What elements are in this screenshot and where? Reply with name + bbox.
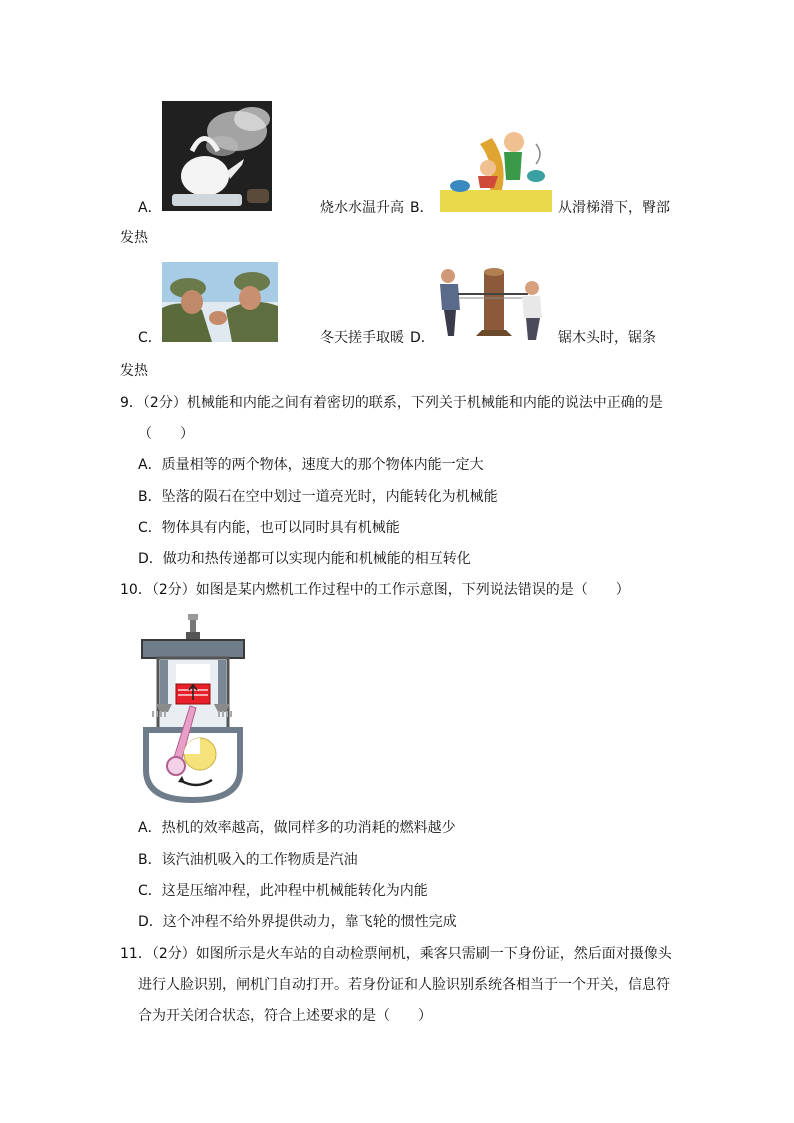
q8-option-b-text: 从滑梯滑下，臀部: [558, 200, 670, 216]
q9-option-d: D．做功和热传递都可以实现内能和机械能的相互转化: [138, 551, 471, 567]
slide-image: [440, 124, 552, 212]
q10-option-b: B．该汽油机吸入的工作物质是汽油: [138, 852, 358, 868]
soldiers-image: [162, 262, 278, 342]
q11-stem-line2: 进行人脸识别，闸机门自动打开。若身份证和人脸识别系统各相当于一个开关，信息符: [138, 977, 670, 993]
q8-option-c-letter: C．: [138, 330, 162, 346]
slide-illustration: [440, 124, 552, 212]
q10-option-d: D．这个冲程不给外界提供动力，靠飞轮的惯性完成: [138, 914, 457, 930]
engine-cylinder-illustration: [134, 614, 252, 806]
q8-option-a-text: 烧水水温升高: [320, 200, 404, 216]
q8-option-d-continued: 发热: [120, 363, 148, 379]
q11-stem-line1: 11．（2分）如图所示是火车站的自动检票闸机，乘客只需刷一下身份证，然后面对摄像头: [120, 946, 672, 962]
q8-option-b-letter: B．: [410, 200, 434, 216]
kettle-illustration: [162, 101, 272, 211]
sawing-image: [436, 264, 550, 342]
kettle-image: [162, 101, 272, 211]
q9-option-b: B．坠落的陨石在空中划过一道亮光时，内能转化为机械能: [138, 489, 498, 505]
q9-stem-line2: （ ）: [138, 426, 194, 442]
q9-option-c: C．物体具有内能，也可以同时具有机械能: [138, 520, 400, 536]
q8-option-d-text: 锯木头时，锯条: [558, 330, 656, 346]
q9-option-a: A．质量相等的两个物体，速度大的那个物体内能一定大: [138, 457, 484, 473]
q9-stem-line1: 9．（2分）机械能和内能之间有着密切的联系，下列关于机械能和内能的说法中正确的是: [120, 395, 663, 411]
q10-option-c: C．这是压缩冲程，此冲程中机械能转化为内能: [138, 883, 428, 899]
q8-option-d-letter: D．: [410, 330, 435, 346]
sawing-illustration: [436, 264, 550, 342]
q8-option-a-letter: A．: [138, 200, 162, 216]
q10-option-a: A．热机的效率越高，做同样多的功消耗的燃料越少: [138, 820, 456, 836]
q11-stem-line3: 合为开关闭合状态，符合上述要求的是（ ）: [138, 1008, 432, 1024]
soldiers-illustration: [162, 262, 278, 342]
q8-option-b-continued: 发热: [120, 230, 148, 246]
q8-option-c-text: 冬天搓手取暖: [320, 330, 404, 346]
engine-diagram: [134, 614, 252, 806]
q10-stem: 10．（2分）如图是某内燃机工作过程中的工作示意图，下列说法错误的是（ ）: [120, 582, 630, 598]
